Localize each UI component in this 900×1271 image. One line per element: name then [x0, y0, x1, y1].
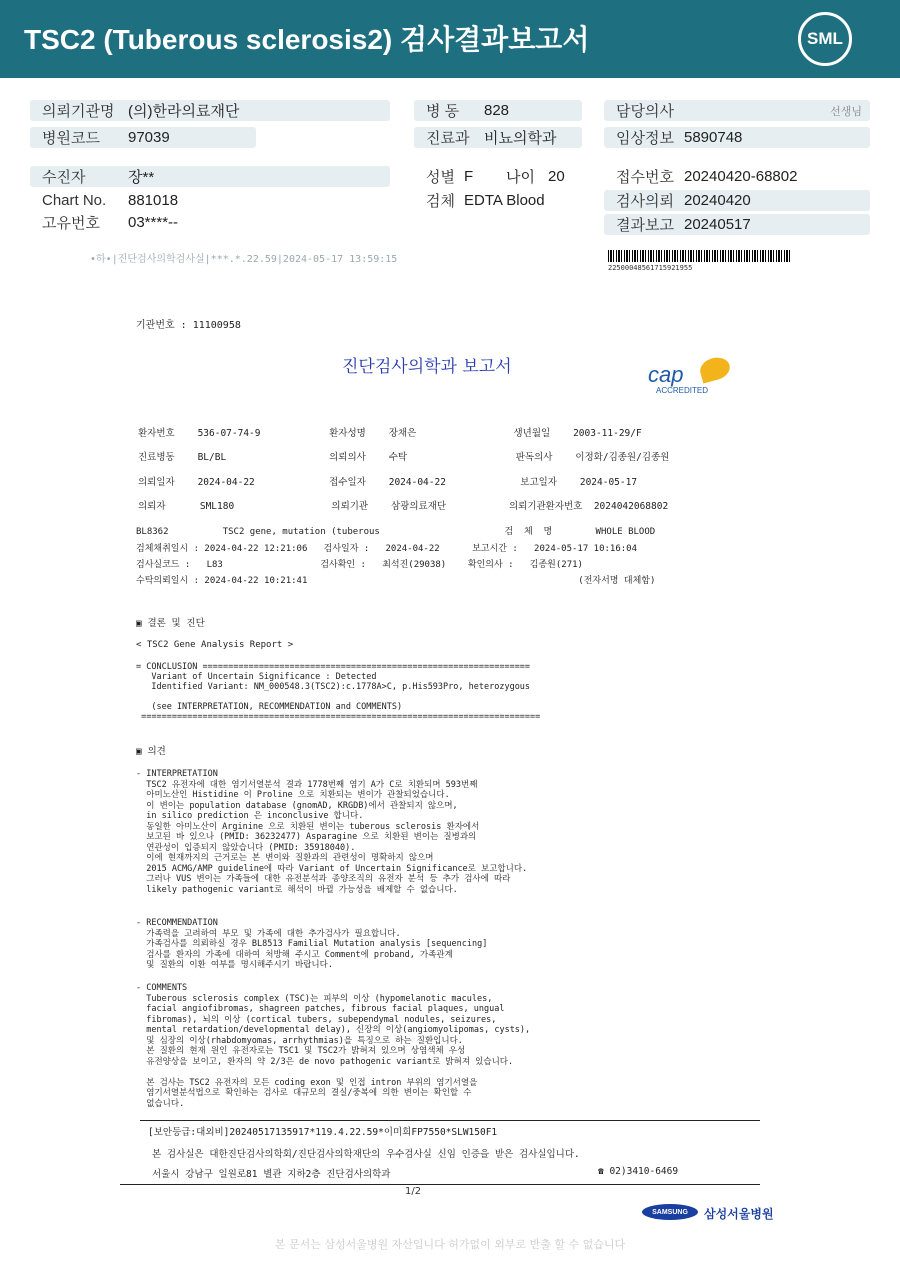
dept-value: 비뇨의학과: [484, 130, 557, 147]
cap-check-icon: [698, 354, 733, 383]
sex-value: F: [464, 168, 474, 185]
request-field: [604, 190, 870, 211]
cap-word: cap: [648, 362, 684, 387]
info-row-6: 검체채취일시 : 2024-04-22 12:21:06 검사일자 : 2024-04-22 보고시간 : 2024-05-17 10:16:04: [136, 544, 638, 554]
report-date-field: [604, 214, 870, 235]
page-title: TSC2 (Tuberous sclerosis2) 검사결과보고서: [24, 24, 590, 55]
security-line: [보안등급:대외비]20240517135917*119.4.22.59*이미희FP7550*SLW150F1: [148, 1127, 498, 1138]
address-line: 서울시 강남구 일원로81 별관 지하2층 진단검사의학과: [152, 1169, 391, 1180]
age-value: 20: [548, 168, 565, 185]
confidential-note: 본 문서는 삼성서울병원 자산입니다 허가없이 외부로 반출 할 수 없습니다: [274, 1238, 626, 1251]
recommendation-block: - RECOMMENDATION 가족력을 고려하여 부모 및 가족에 대한 추가검사가 필요합니다. 가족검사를 의뢰하실 경우 BL8513 Familial Mutation analysis [sequencing] 검사를 환자의 가족에 대하여 처방해 주시고 Comment에 proband, 가족관계 및 질환의 이환 여부를 명시해주시기 바랍니다.: [136, 918, 488, 970]
sex-label: 성별: [426, 169, 455, 186]
cap-accredited: ACCREDITED: [656, 386, 709, 395]
hospital-name: 삼성서울병원: [704, 1207, 774, 1221]
ward-value: 828: [484, 102, 510, 119]
footer-divider-top: [140, 1120, 760, 1121]
accession-field: [604, 166, 870, 187]
chart-label: Chart No.: [42, 192, 107, 209]
patient-field: [30, 166, 390, 187]
sml-logo: SML: [798, 12, 852, 66]
sex-age-field: [414, 166, 594, 187]
request-label: 검사의뢰: [616, 193, 674, 210]
doctor-suffix: 선생님: [830, 105, 862, 118]
info-row-3: 의뢰일자 2024-04-22 접수일자 2024-04-22 보고일자 2024-05-17: [138, 477, 638, 488]
dept-label: 진료과: [426, 130, 470, 147]
info-row-7: 검사실코드 : L83 검사확인 : 최석진(29038) 확인의사 : 김종원(271): [136, 560, 583, 570]
specimen-field: [414, 190, 594, 211]
phone-line: ☎ 02)3410-6469: [598, 1166, 679, 1177]
accreditation-line: 본 검사실은 대한진단검사의학회/진단검사의학재단의 우수검사실 신임 인증을 받은 검사실입니다.: [152, 1149, 580, 1160]
institution-number: 기관번호 : 11100958: [136, 320, 241, 331]
info-row-4: 의뢰자 SML180 의뢰기관 삼광의료재단 의뢰기관환자번호 2024042068802: [138, 501, 669, 512]
ward-label: 병 동: [426, 103, 460, 120]
comments-block: - COMMENTS Tuberous sclerosis complex (TSC)는 피부의 이상 (hypomelanotic macules, facial angiofibromas, shagreen patches, fibrous facial plaques, ungual fibromas), 뇌의 이상 (cortical tubers, subependymal nodules, seizures, mental retardation/developmental delay), 신장의 이상(angiomyolipomas, cysts), 및 심장의 이상(rhabdomyomas, arrhythmias)을 특징으로 하는 질환입니다. 본 질환의 현재 원인 유전자로는 TSC1 및 TSC2가 밝혀져 있으며 상염색체 우성 유전양상을 보이고, 환자의 약 2/3은 de novo pathogenic variant로 밝혀져 있습니다. 본 검사는 TSC2 유전자의 모든 coding exon 및 인접 intron 부위의 염기서열을 염기서열분석법으로 확인하는 검사로 대규모의 결실/중복에 의한 변이는 확인할 수 없습니다.: [136, 983, 531, 1109]
chart-field: [30, 190, 390, 211]
cap-logo: [648, 358, 738, 398]
id-field: [30, 212, 390, 233]
info-row-8: 수탁의뢰일시 : 2024-04-22 10:21:41 (전자서명 대체함): [136, 576, 656, 586]
footer-divider-bottom: [120, 1184, 760, 1185]
hospital-label: 의뢰기관명: [42, 103, 115, 120]
specimen-label: 검체: [426, 193, 455, 210]
report-heading: 진단검사의학과 보고서: [342, 357, 512, 377]
accession-label: 접수번호: [616, 169, 674, 186]
conclusion-block: = CONCLUSION ================================================================ Variant of Uncertain Significance : Detected Identified Variant: NM_000548.3(TSC2):c.1778A>C, p.His593Pro, heterozygous (see INTERPRETATION, RECOMMENDATION and COMMENTS) ==============================================================================: [136, 662, 541, 722]
info-row-1: 환자번호 536-07-74-9 환자성명 장채은 생년월일 2003-11-29/F: [138, 428, 642, 439]
report-date-label: 결과보고: [616, 217, 674, 234]
barcode-number: 22500048561715921955: [608, 264, 693, 272]
page-number: 1/2: [405, 1186, 422, 1197]
hospital-code-value: 97039: [128, 129, 170, 146]
specimen-value: EDTA Blood: [464, 192, 545, 209]
age-label: 나이: [506, 169, 535, 186]
id-label: 고유번호: [42, 215, 100, 232]
id-value: 03****--: [128, 214, 179, 231]
header-bar: [0, 0, 900, 78]
doctor-label: 담당의사: [616, 103, 674, 120]
request-value: 20240420: [684, 192, 751, 209]
accession-value: 20240420-68802: [684, 168, 798, 185]
print-stamp: •하•|진단검사의학검사실|***.*.22.59|2024-05-17 13:59:15: [90, 254, 398, 265]
conclusion-heading: ▣ 결론 및 진단: [136, 618, 205, 629]
patient-label: 수진자: [42, 169, 86, 186]
doctor-field: [604, 100, 870, 121]
hospital-value: (의)한라의료재단: [128, 103, 240, 120]
hospital-field: [30, 100, 390, 121]
interpretation-block: - INTERPRETATION TSC2 유전자에 대한 염기서열분석 결과 1778번째 염기 A가 C로 치환되며 593번째 아미노산인 Histidine 이 Proline 으로 치환되는 변이가 관찰되었습니다. 이 변이는 population database (gnomAD, KRGDB)에서 관찰되지 않으며, in silico prediction 은 inconclusive 합니다. 동일한 아미노산이 Arginine 으로 치환된 변이는 tuberous sclerosis 환자에서 보고된 바 있으나 (PMID: 36232477) Asparagine 으로 치환된 변이는 질병과의 연관성이 입증되지 않았습니다 (PMID: 35918040). 이에 현재까지의 근거로는 본 변이와 질환과의 관련성이 명확하지 않으며 2015 ACMG/AMP guideline에 따라 Variant of Uncertain Significance로 보고합니다. 그러나 VUS 변이는 가족들에 대한 유전분석과 종양조직의 유전자 분석 등 추가 검사에 따라 likely pathogenic variant로 해석이 바뀔 가능성을 배제할 수 없습니다.: [136, 769, 528, 895]
barcode: [608, 250, 790, 262]
hospital-code-field: [30, 127, 256, 148]
opinion-heading: ▣ 의견: [136, 746, 166, 757]
info-row-5: BL8362 TSC2 gene, mutation (tuberous 검 체 명 WHOLE BLOOD: [136, 527, 656, 537]
clinical-value: 5890748: [684, 129, 743, 146]
patient-value: 장**: [128, 169, 155, 186]
report-name: < TSC2 Gene Analysis Report >: [136, 640, 294, 650]
report-date-value: 20240517: [684, 216, 751, 233]
clinical-field: [604, 127, 870, 148]
samsung-logo: SAMSUNG: [642, 1204, 698, 1220]
chart-value: 881018: [128, 192, 179, 209]
hospital-code-label: 병원코드: [42, 130, 100, 147]
dept-field: [414, 127, 582, 148]
clinical-label: 임상정보: [616, 130, 674, 147]
ward-field: [414, 100, 582, 121]
info-row-2: 진료병동 BL/BL 의뢰의사 수탁 판독의사 이정화/김종원/김종원: [138, 452, 670, 463]
